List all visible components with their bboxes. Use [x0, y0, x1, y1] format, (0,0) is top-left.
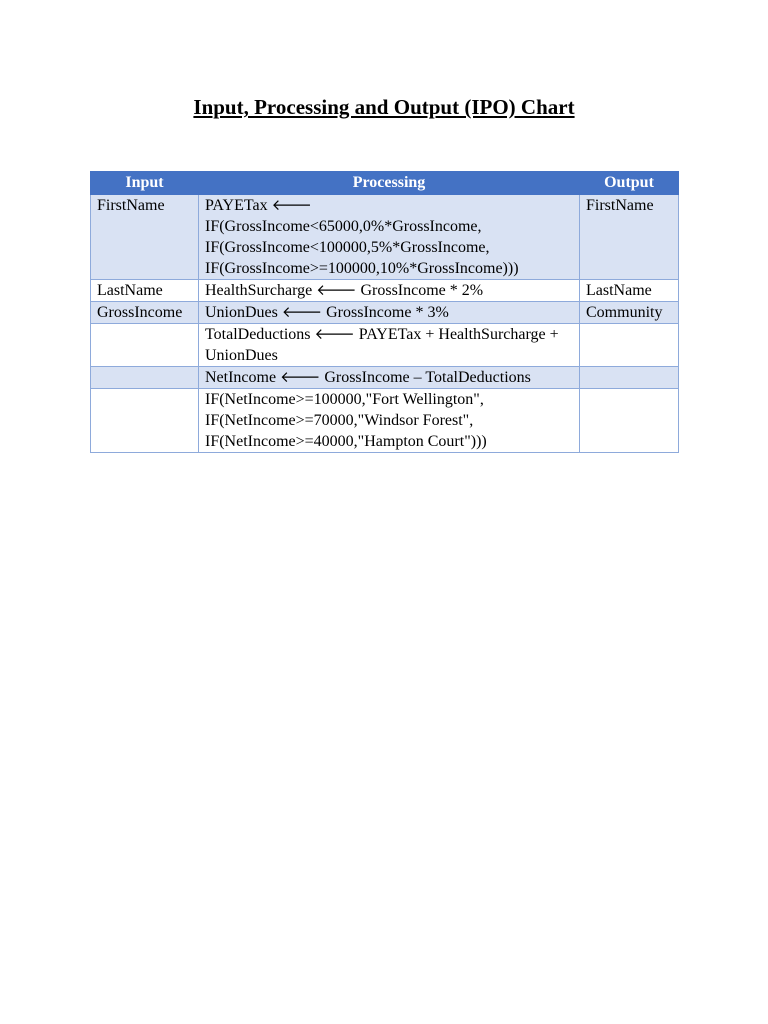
input-cell	[91, 389, 199, 453]
input-cell: FirstName	[91, 195, 199, 280]
processing-cell	[199, 302, 580, 324]
left-arrow-icon: 🡐	[316, 281, 357, 299]
output-cell: FirstName	[580, 195, 679, 280]
processing-lhs: HealthSurcharge	[205, 282, 313, 299]
table-row	[91, 280, 679, 302]
output-cell: LastName	[580, 280, 679, 302]
input-cell	[91, 324, 199, 367]
table-row	[91, 389, 679, 453]
processing-line: IF(NetIncome>=40000,"Hampton Court")))	[205, 433, 487, 450]
processing-rhs: GrossIncome * 3%	[326, 304, 449, 321]
processing-cell	[199, 389, 580, 453]
processing-cell	[199, 280, 580, 302]
output-cell	[580, 367, 679, 389]
processing-cell	[199, 195, 580, 280]
processing-lhs: NetIncome	[205, 369, 277, 386]
processing-lhs: UnionDues	[205, 304, 278, 321]
left-arrow-icon: 🡐	[280, 368, 321, 386]
processing-line: IF(NetIncome>=70000,"Windsor Forest",	[205, 412, 474, 429]
processing-rhs: GrossIncome – TotalDeductions	[324, 369, 531, 386]
processing-rhs: PAYETax + HealthSurcharge + UnionDues	[205, 326, 559, 364]
left-arrow-icon: 🡐	[314, 325, 355, 343]
document-title: Input, Processing and Output (IPO) Chart	[193, 95, 575, 119]
processing-line: IF(GrossIncome<100000,5%*GrossIncome,	[205, 239, 490, 256]
processing-line: IF(NetIncome>=100000,"Fort Wellington",	[205, 391, 484, 408]
table-header-row	[91, 171, 679, 195]
processing-rhs: GrossIncome * 2%	[360, 282, 484, 299]
table-row	[91, 324, 679, 367]
table-row	[91, 195, 679, 280]
output-cell	[580, 324, 679, 367]
header-output: Output	[580, 171, 679, 195]
processing-line: IF(GrossIncome<65000,0%*GrossIncome,	[205, 218, 482, 235]
input-cell: GrossIncome	[91, 302, 199, 324]
output-cell	[580, 389, 679, 453]
header-processing: Processing	[199, 171, 580, 195]
output-cell: Community	[580, 302, 679, 324]
processing-cell	[199, 367, 580, 389]
processing-cell	[199, 324, 580, 367]
left-arrow-icon: 🡐	[281, 303, 323, 321]
processing-lhs: TotalDeductions	[205, 326, 311, 343]
header-input: Input	[91, 171, 199, 195]
input-cell	[91, 367, 199, 389]
ipo-chart-table	[90, 171, 679, 453]
processing-line: IF(GrossIncome>=100000,10%*GrossIncome)))	[205, 260, 519, 277]
processing-lhs: PAYETax	[205, 197, 268, 214]
input-cell: LastName	[91, 280, 199, 302]
table-row	[91, 302, 679, 324]
left-arrow-icon: 🡐	[271, 196, 312, 214]
table-row	[91, 367, 679, 389]
